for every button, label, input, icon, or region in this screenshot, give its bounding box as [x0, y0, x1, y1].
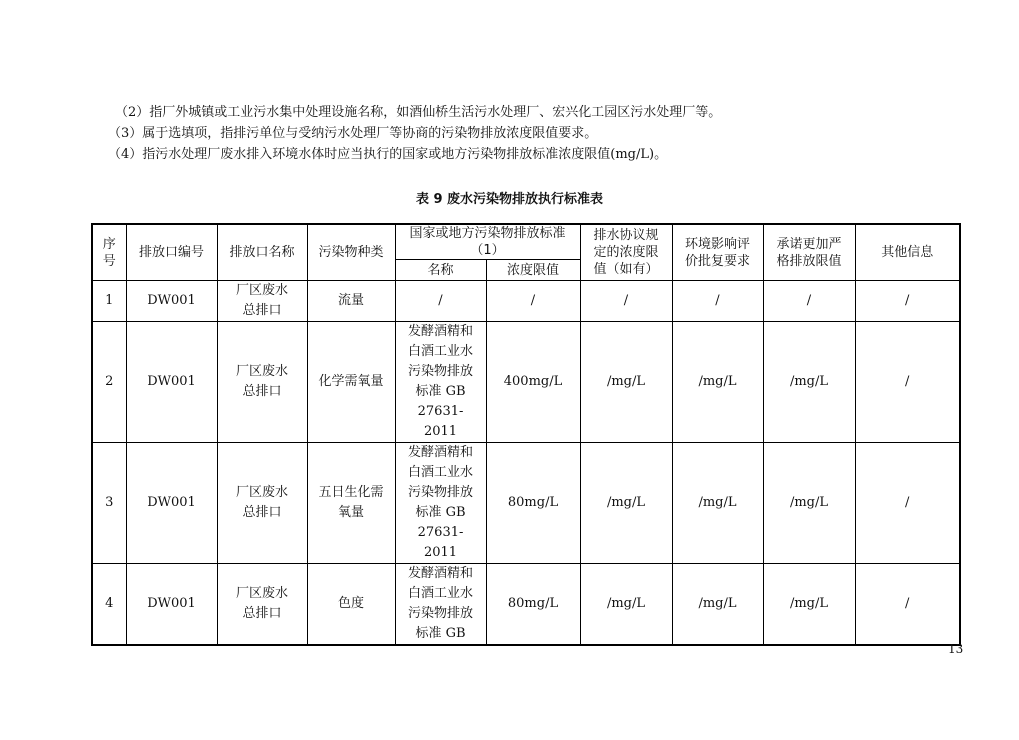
footnote-4: （4）指污水处理厂废水排入环境水体时应当执行的国家或地方污染物排放标准浓度限值(mg/L)。 [108, 147, 668, 162]
cell-outlet-name: 厂区废水总排口 [217, 322, 307, 443]
header-eia-requirement: 环境影响评价批复要求 [672, 224, 763, 281]
cell-other: / [855, 322, 960, 443]
header-outlet-code: 排放口编号 [126, 224, 217, 281]
cell-stricter: / [763, 281, 855, 322]
cell-stricter: /mg/L [763, 322, 855, 443]
header-national-standard: 国家或地方污染物排放标准（1） [395, 224, 580, 260]
cell-eia: /mg/L [672, 443, 763, 564]
cell-outlet-code: DW001 [126, 322, 217, 443]
table-row [92, 564, 960, 646]
cell-limit: 80mg/L [486, 443, 580, 564]
header-seq: 序号 [92, 224, 126, 281]
header-stricter-limit: 承诺更加严格排放限值 [763, 224, 855, 281]
cell-seq: 1 [92, 281, 126, 322]
header-other-info: 其他信息 [855, 224, 960, 281]
header-concentration-limit: 浓度限值 [486, 260, 580, 281]
cell-standard-name: / [395, 281, 486, 322]
footnote-3: （3）属于选填项，指排污单位与受纳污水处理厂等协商的污染物排放浓度限值要求。 [108, 126, 598, 141]
cell-other: / [855, 281, 960, 322]
cell-other: / [855, 443, 960, 564]
header-row [92, 224, 960, 260]
cell-outlet-code: DW001 [126, 564, 217, 646]
cell-stricter: /mg/L [763, 443, 855, 564]
cell-other: / [855, 564, 960, 646]
emission-standard-table [91, 223, 961, 646]
footnote-2: （2）指厂外城镇或工业污水集中处理设施名称，如酒仙桥生活污水处理厂、宏兴化工园区污水处理厂等。 [115, 105, 722, 120]
cell-pollutant: 五日生化需氧量 [307, 443, 395, 564]
header-standard-name: 名称 [395, 260, 486, 281]
header-agreement-limit: 排水协议规定的浓度限值（如有） [580, 224, 672, 281]
cell-limit: / [486, 281, 580, 322]
table-row [92, 322, 960, 443]
cell-eia: /mg/L [672, 564, 763, 646]
cell-agreement: /mg/L [580, 322, 672, 443]
cell-eia: /mg/L [672, 322, 763, 443]
cell-pollutant: 色度 [307, 564, 395, 646]
cell-outlet-name: 厂区废水总排口 [217, 443, 307, 564]
cell-stricter: /mg/L [763, 564, 855, 646]
cell-standard-name: 发酵酒精和白酒工业水污染物排放标准 GB 27631-2011 [395, 322, 486, 443]
cell-outlet-code: DW001 [126, 443, 217, 564]
cell-agreement: / [580, 281, 672, 322]
cell-agreement: /mg/L [580, 443, 672, 564]
cell-standard-name: 发酵酒精和白酒工业水污染物排放标准 GB 27631-2011 [395, 443, 486, 564]
cell-standard-name: 发酵酒精和白酒工业水污染物排放标准 GB [395, 564, 486, 646]
header-outlet-name: 排放口名称 [217, 224, 307, 281]
header-pollutant: 污染物种类 [307, 224, 395, 281]
cell-outlet-name: 厂区废水总排口 [217, 281, 307, 322]
cell-seq: 2 [92, 322, 126, 443]
footnotes [108, 102, 975, 165]
cell-outlet-name: 厂区废水总排口 [217, 564, 307, 646]
cell-seq: 3 [92, 443, 126, 564]
cell-pollutant: 流量 [307, 281, 395, 322]
page-number: 13 [948, 642, 964, 656]
table-caption: 表 9 废水污染物排放执行标准表 [415, 192, 604, 207]
cell-pollutant: 化学需氧量 [307, 322, 395, 443]
cell-limit: 80mg/L [486, 564, 580, 646]
table-row [92, 281, 960, 322]
table-row [92, 443, 960, 564]
cell-agreement: /mg/L [580, 564, 672, 646]
cell-eia: / [672, 281, 763, 322]
cell-outlet-code: DW001 [126, 281, 217, 322]
cell-seq: 4 [92, 564, 126, 646]
cell-limit: 400mg/L [486, 322, 580, 443]
